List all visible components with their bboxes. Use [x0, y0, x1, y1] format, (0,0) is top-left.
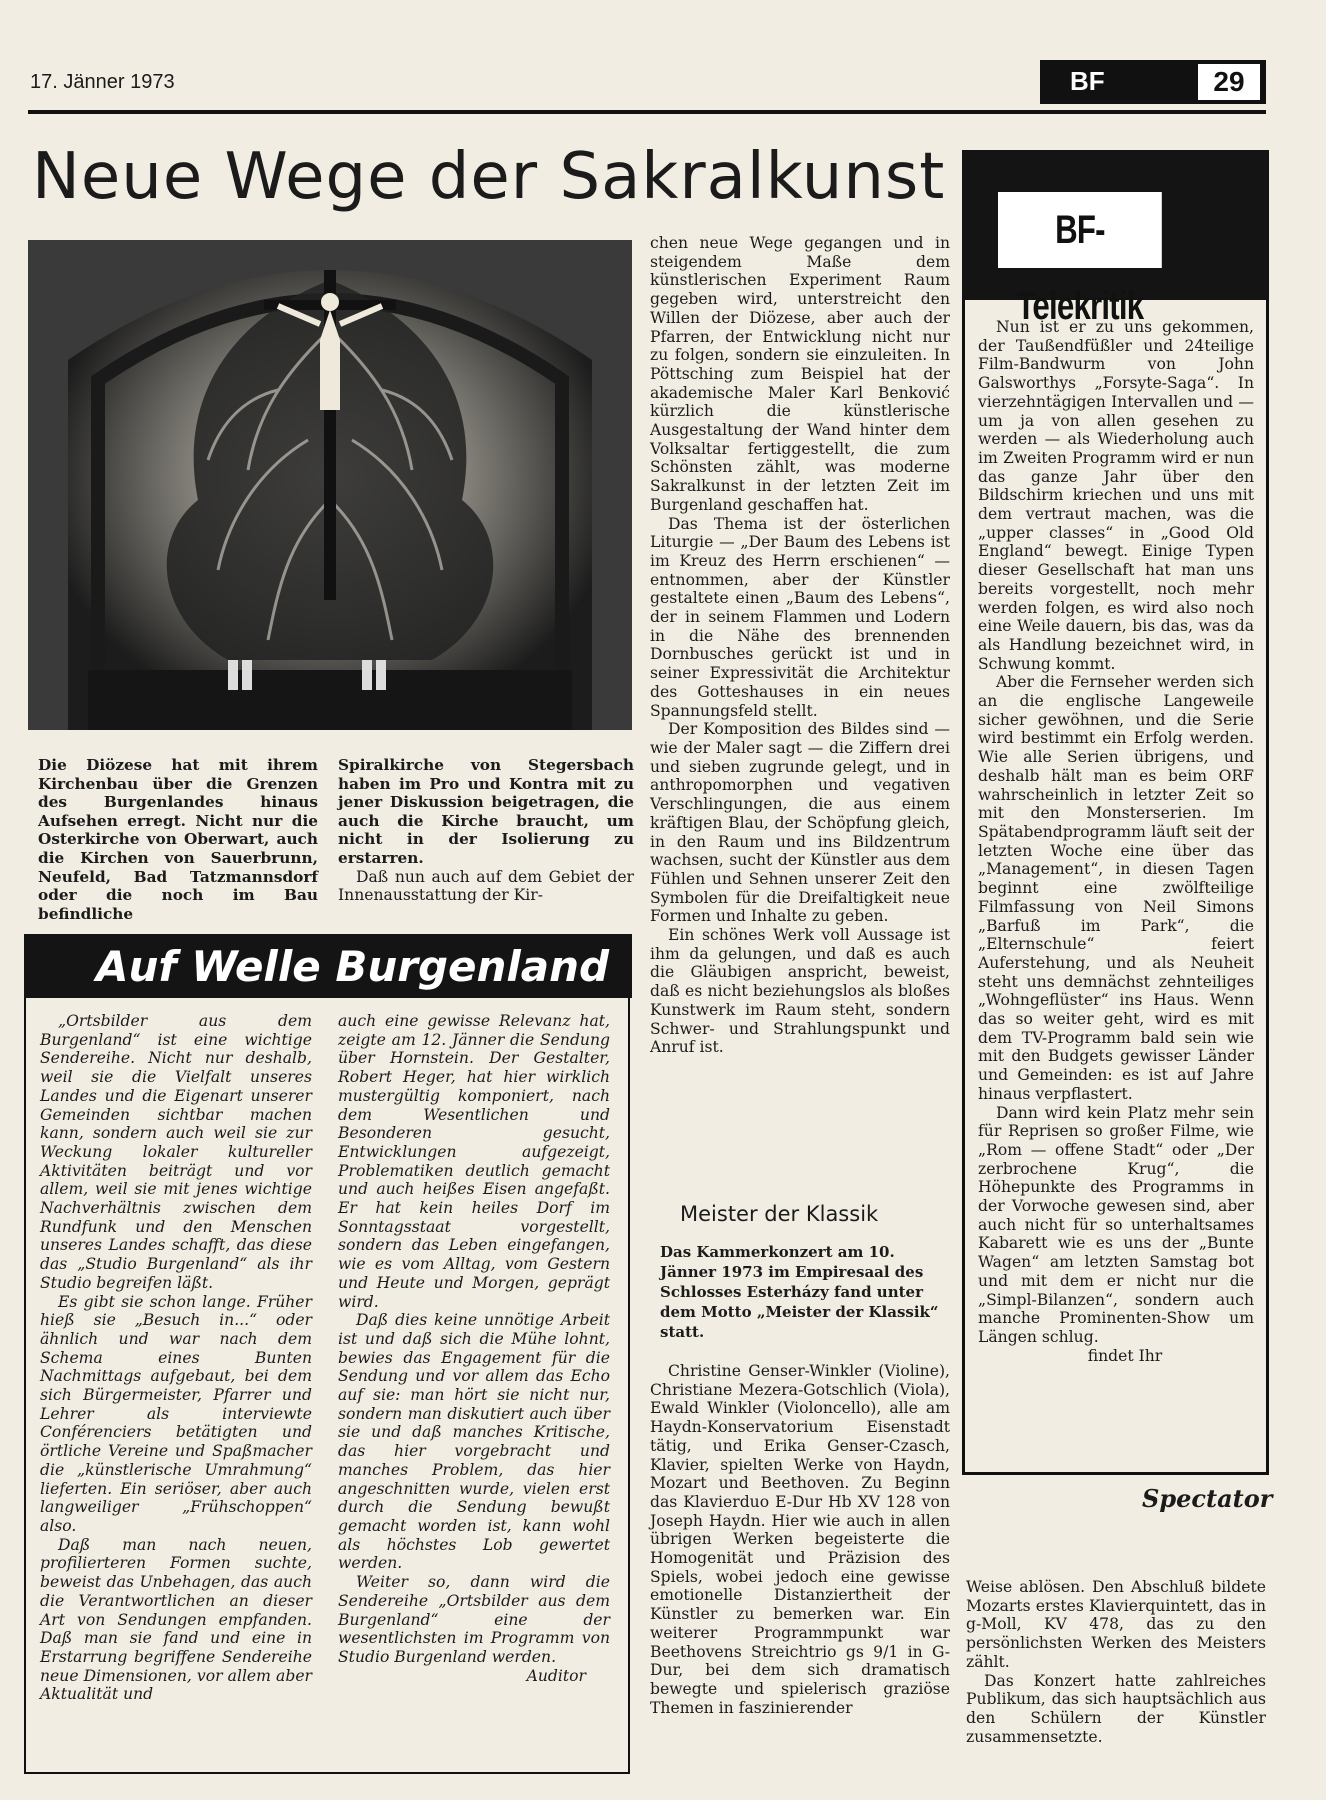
- article-paragraph: Daß nun auch auf dem Gebiet der Innenausstattung der Kir-: [338, 867, 634, 905]
- article-paragraph: Ein schönes Werk voll Aussage ist ihm da gelungen, und daß es auch die Gläubigen anspricht, beweist, daß es nicht beziehungslos als bloßes Kunstwerk im Raum steht, sondern Schwer- und Strahlungspunkt und Anruf ist.: [650, 926, 950, 1057]
- headline: Neue Wege der Sakralkunst: [32, 140, 946, 214]
- telekritik-signature: Spectator: [1142, 1484, 1273, 1513]
- telekritik-text: [978, 318, 1254, 1365]
- meister-continuation: [966, 1578, 1266, 1746]
- article-paragraph: chen neue Wege gegangen und in steigendem Maße dem künstlerischen Experiment Raum gegeben wird, unterstreicht den Willen der Diözese, aber auch der Pfarren, der Entwicklung nicht nur zu folgen, sondern sie einzuleiten. In Pöttsching zum Beispiel hat der akademische Maler Karl Benković kürzlich die künstlerische Ausgestaltung der Wand hinter dem Volksaltar fertiggestellt, die zum Schönsten zählt, was moderne Sakralkunst in der letzten Zeit im Burgenland geschaffen hat.: [650, 234, 950, 514]
- telekritik-closing: findet Ihr: [1087, 1346, 1163, 1365]
- meister-paragraph: Christine Genser-Winkler (Violine), Christiane Mezera-Gotschlich (Viola), Ewald Winkler (Violoncello), alle am Haydn-Konservatorium Eisenstadt tätig, und Erika Genser-Czasch, Klavier, spielten Werke von Haydn, Mozart und Beethoven. Zu Beginn das Klavierduo E-Dur Hb XV 128 von Joseph Haydn. Hier wie auch in allen übrigen Werken begeisterte die Homogenität und Präzision des Spiels, wobei jedoch eine gewisse emotionelle Distanziertheit der Künstler zu bemerken war. Ein weiterer Programmpunkt war Beethovens Streichtrio gs 9/1 in G-Dur, bei dem sich dramatisch bewegte und spielerisch graziöse Themen in faszinierender: [650, 1362, 950, 1717]
- telekritik-paragraph: Aber die Fernseher werden sich an die englische Langeweile sicher gewöhnen, und die Serie wird bestimmt ein Erfolg werden. Wie alle Serien übrigens, und deshalb hält man es beim ORF wahrscheinlich in letzter Zeit so mit den Monsterserien. Im Spätabendprogramm läuft seit der letzten Woche eine über das „Management“, in diesen Tagen beginnt eine zwölfteilige Filmfassung von Neil Simons „Barfuß im Park“, die „Elternschule“ feiert Auferstehung, und als Neuheit steht uns demnächst zehnteiliges „Wohngeflüster“ ins Haus. Wenn das so weiter geht, wird es mit dem TV-Programm bald sein wie mit den Budgets gewisser Länder und Gemeinden: es ist auf Jahre hinaus verpflastert.: [978, 673, 1254, 1103]
- lead-col2: [338, 756, 634, 905]
- telekritik-paragraph: Nun ist er zu uns gekommen, der Taußendfüßler und 24teilige Film-Bandwurm von John Galsworthys „Forsyte-Saga“. In vierzehntägigen Intervallen und — um ja von allen gesehen zu werden — als Wiederholung auch im Zweiten Programm wird er nun das ganze Jahr über den Bildschirm kriechen und uns mit dem vertraut machen, was die „upper classes“ in „Good Old England“ bewegt. Einige Typen dieser Gesellschaft hat man uns bereits vorgestellt, noch mehr werden folgen, es wird also noch eine Weile dauern, bis das, was da als Handlung bezeichnet wird, in Schwung kommt.: [978, 318, 1254, 673]
- welle-title: Auf Welle Burgenland: [96, 942, 610, 991]
- meister-heading: Meister der Klassik: [680, 1202, 879, 1226]
- altar-photo: [28, 240, 632, 730]
- lead-caption-text: Die Diözese hat mit ihrem Kirchenbau über die Grenzen des Burgenlandes hinaus Aufsehen erregt. Nicht nur die Osterkirche von Oberwart, auch die Kirchen von Sauerbrunn, Neufeld, Bad Tatzmannsdorf oder die noch im Bau befindliche: [38, 756, 318, 923]
- welle-paragraph: Daß man nach neuen, profilierteren Formen suchte, beweist das Unbehagen, das auch die Verantwortlichen an dieser Art von Sendungen empfanden. Daß man sie fand und eine in Erstarrung begriffene Sendereihe neue Dimensionen, vor allem aber Aktualität und: [40, 1535, 312, 1704]
- welle-col2: [338, 1012, 610, 1685]
- meister-lead: Das Kammerkonzert am 10. Jänner 1973 im Empiresaal des Schlosses Esterházy fand unter dem Motto „Meister der Klassik“ statt.: [660, 1243, 939, 1341]
- lead-caption-col1: [38, 756, 318, 923]
- article-paragraph: Das Thema ist der österlichen Liturgie — „Der Baum des Lebens ist im Kreuz des Herrn erschienen“ — entnommen, aber der Künstler gestaltete einen „Baum des Lebens“, der in seinem Flammen und Lodern in die Nähe des brennenden Dornbusches gerückt ist und in seiner Expressivität die Architektur des Gotteshauses in ein neues Spannungsfeld stellt.: [650, 514, 950, 720]
- altar-wall-painting-icon: [28, 240, 632, 730]
- article-paragraph: Der Komposition des Bildes sind — wie der Maler sagt — die Ziffern drei und sieben zugrunde gelegt, und in anthropomorphen und vegativen Verschlingungen, die aus einem kräftigen Blau, der Schöpfung gleich, in den Raum und ins Bildzentrum wachsen, sucht der Künstler aus dem Fühlen und Sehnen unserer Zeit den Symbolen für die Dreifaltigkeit neue Formen und Inhalte zu geben.: [650, 720, 950, 926]
- welle-col1: [40, 1012, 312, 1704]
- header-rule: [28, 110, 1266, 114]
- telekritik-paragraph: Dann wird kein Platz mehr sein für Reprisen so großer Filme, wie „Rom — offene Stadt“ oder „Der zerbrochene Krug“, die Höhepunkte des Programms in der Vorwoche gewesen sind, aber auch nicht für so unterhaltsames Kabarett wie es uns der „Bunte Wagen“ am letzten Samstag bot und mit dem er nicht nur die „Simpl-Bilanzen“, sondern auch manche Prominenten-Show um Längen schlug.: [978, 1103, 1254, 1346]
- lead-caption-text-2: Spiralkirche von Stegersbach haben im Pro und Kontra mit zu jener Diskussion beigetragen, die auch die Kirche braucht, um nicht in der Isolierung zu erstarren.: [338, 756, 634, 867]
- article-continuation: [650, 234, 950, 1057]
- welle-paragraph: Daß dies keine unnötige Arbeit ist und daß sich die Mühe lohnt, bewies das Engagement für die Sendung und vor allem das Echo auf sie: man hört sie nicht nur, sondern man diskutiert auch über sie und daß manches Kritische, das hier vorgebracht und manches Problem, das hier angeschnitten wurde, vielen erst durch die Sendung bewußt gemacht worden ist, kann wohl als höchstes Lob gewertet werden.: [338, 1311, 610, 1573]
- welle-paragraph: Weiter so, dann wird die Sendereihe „Ortsbilder aus dem Burgenland“ eine der wesentlichsten im Programm von Studio Burgenland werden.: [338, 1573, 610, 1666]
- welle-paragraph: „Ortsbilder aus dem Burgenland“ ist eine wichtige Sendereihe. Nicht nur deshalb, weil sie die Vielfalt unseres Landes und die Eigenart unserer Gemeinden sichtbar machen kann, sondern auch weil sie zur Weckung lokaler kultureller Aktivitäten beiträgt und vor allem, weil sie mit jenes wichtige Nachverhältnis zwischen dem Rundfunk und den Menschen unseres Landes schafft, das diese das „Studio Burgenland“ als ihr Studio begreifen läßt.: [40, 1012, 312, 1292]
- issue-date: 17. Jänner 1973: [30, 71, 175, 93]
- welle-paragraph: Es gibt sie schon lange. Früher hieß sie „Besuch in...“ oder ähnlich und war nach dem Schema eines Bunten Nachmittags aufgebaut, bei dem sich Bürgermeister, Pfarrer und Lehrer als interviewte Conférenciers betätigten und örtliche Vereine und Spaßmacher die „künstlerische Umrahmung“ lieferten. Ein seriöser, aber auch langweiliger „Frühschoppen“ also.: [40, 1292, 312, 1535]
- welle-author: Auditor: [526, 1666, 586, 1685]
- telekritik-badge: BF-Telekritik: [998, 192, 1162, 268]
- meister-paragraph: Weise ablösen. Den Abschluß bildete Mozarts erstes Klavierquintett, das in g-Moll, KV 478, das zu den persönlichsten Werken des Meisters zählt.: [966, 1578, 1266, 1671]
- page-number: 29: [1198, 64, 1260, 100]
- section-label: BF: [1070, 66, 1105, 96]
- meister-body: [650, 1362, 950, 1717]
- meister-paragraph: Das Konzert hatte zahlreiches Publikum, das sich hauptsächlich aus den Schülern der Künstler zusammensetzte.: [966, 1671, 1266, 1746]
- welle-paragraph: auch eine gewisse Relevanz hat, zeigte am 12. Jänner die Sendung über Hornstein. Der Gestalter, Robert Heger, hat hier wirklich mustergültig komponiert, nach dem Wesentlichen und Besonderen gesucht, Entwicklungen aufgezeigt, Problematiken deutlich gemacht und auch heißes Eisen angefaßt. Er hat kein heiles Dorf im Sonntagsstaat vorgestellt, sondern das Leben eingefangen, wie es vom Alltag, vom Gestern und Heute und Morgen, geprägt wird.: [338, 1012, 610, 1311]
